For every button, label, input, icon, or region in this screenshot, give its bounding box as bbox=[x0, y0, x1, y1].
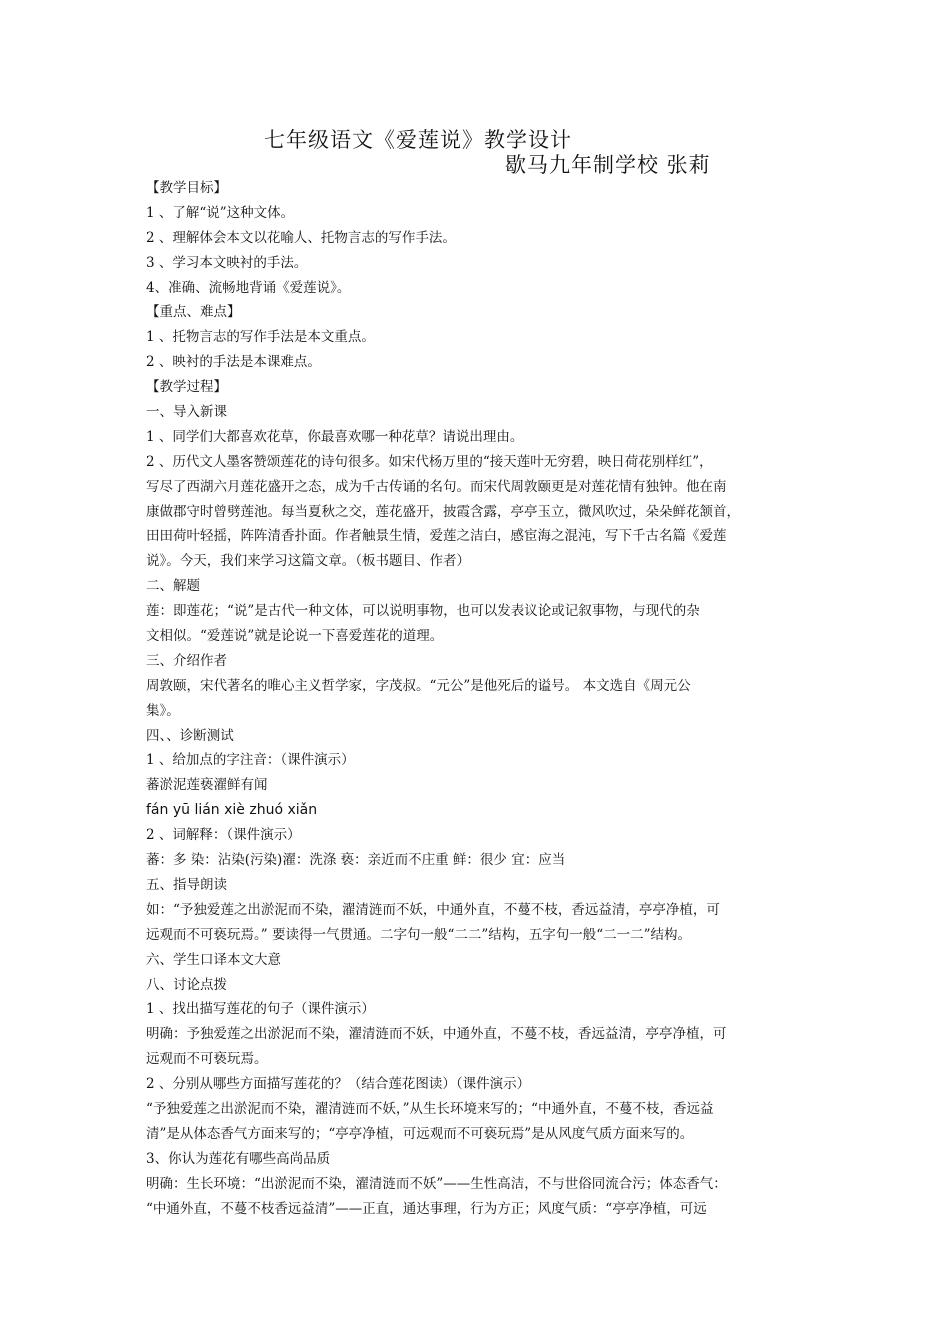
text-line: 明确：予独爱莲之出淤泥而不染，濯清涟而不妖，中通外直，不蔓不枝，香远益清，亭亭净植，可 bbox=[146, 1026, 727, 1043]
text-line: 1 、给加点的字注音：（课件演示） bbox=[146, 752, 355, 769]
text-line: 2 、理解体会本文以花喻人、托物言志的写作手法。 bbox=[146, 229, 456, 246]
text-line: 2 、词解释：（课件演示） bbox=[146, 827, 301, 844]
section-heading-objectives: 【教学目标】 bbox=[146, 180, 227, 196]
text-line: 1 、了解“说”这种文体。 bbox=[146, 204, 295, 221]
document-body bbox=[146, 176, 816, 1221]
subsection-heading: 二、解题 bbox=[146, 578, 200, 595]
text-line: “予独爱莲之出淤泥而不染，濯清涟而不妖，”从生长环境来写的；“中通外直，不蔓不枝，香远益 bbox=[146, 1100, 714, 1117]
text-line: 1 、同学们大都喜欢花草，你最喜欢哪一种花草？请说出理由。 bbox=[146, 428, 524, 445]
text-line: 田田荷叶轻摇，阵阵清香扑面。作者触景生情，爱莲之洁白，感宦海之混沌，写下千古名篇《爱莲 bbox=[146, 528, 727, 545]
text-line: 集》。 bbox=[146, 702, 180, 719]
text-line: 远观而不可亵玩焉。 bbox=[146, 1051, 268, 1068]
subsection-heading: 三、介绍作者 bbox=[146, 652, 227, 669]
subsection-heading: 五、指导朗读 bbox=[146, 876, 227, 893]
text-line: 1 、找出描写莲花的句子（课件演示） bbox=[146, 1001, 375, 1018]
text-line: 蕃淤泥莲亵濯鲜有闻 bbox=[146, 777, 268, 794]
text-line: 文相似。“爱莲说”就是论说一下喜爱莲花的道理。 bbox=[146, 628, 444, 645]
text-line: 远观而不可亵玩焉。” 要读得一气贯通。二字句一般“二二”结构，五字句一般“二一二”结构。 bbox=[146, 926, 692, 943]
subsection-heading: 四、、诊断测试 bbox=[146, 727, 234, 744]
text-line: 3、你认为莲花有哪些高尚品质 bbox=[146, 1150, 331, 1167]
text-line: 写尽了西湖六月莲花盛开之态，成为千古传诵的名句。而宋代周敦颐更是对莲花情有独钟。他在南 bbox=[146, 478, 727, 495]
text-line: 说》。今天，我们来学习这篇文章。（板书题目、作者） bbox=[146, 553, 470, 570]
subsection-heading: 六、学生口译本文大意 bbox=[146, 951, 281, 968]
text-line: 清”是从体态香气方面来写的；“亭亭净植，可远观而不可亵玩焉”是从风度气质方面来写的。 bbox=[146, 1125, 694, 1142]
text-line: 蕃：多 染：沾染(污染)濯：洗涤 亵：亲近而不庄重 鲜：很少 宜：应当 bbox=[146, 852, 566, 869]
document-author-line: 歇马九年制学校 张莉 bbox=[505, 153, 711, 177]
text-line: 周敦颐，宋代著名的唯心主义哲学家，字茂叔。“元公”是他死后的谥号。 本文选自《周元公 bbox=[146, 677, 691, 694]
document-title: 七年级语文《爱莲说》教学设计 bbox=[264, 128, 572, 152]
text-line: 2 、历代文人墨客赞颂莲花的诗句很多。如宋代杨万里的“接天莲叶无穷碧，映日荷花别样红”， bbox=[146, 453, 713, 470]
text-line: 1 、托物言志的写作手法是本文重点。 bbox=[146, 329, 375, 346]
section-heading-process: 【教学过程】 bbox=[146, 379, 227, 396]
subsection-heading: 一、导入新课 bbox=[146, 404, 227, 421]
section-heading-key-points: 【重点、难点】 bbox=[146, 304, 241, 321]
pinyin-line: fán yū lián xiè zhuó xiǎn bbox=[146, 802, 318, 819]
text-line: 康做郡守时曾劈莲池。每当夏秋之交，莲花盛开，披霞含露，亭亭玉立，微风吹过，朵朵鲜花颔首， bbox=[146, 503, 740, 520]
text-line: 2 、映衬的手法是本课难点。 bbox=[146, 354, 321, 371]
text-line: 4、准确、流畅地背诵《爱莲说》。 bbox=[146, 279, 351, 296]
text-line: “中通外直，不蔓不枝香远益清”——正直，通达事理，行为方正；风度气质：“亭亭净植，可远 bbox=[146, 1200, 707, 1217]
text-line: 3 、学习本文映衬的手法。 bbox=[146, 254, 308, 271]
text-line: 2 、分别从哪些方面描写莲花的？（结合莲花图读）（课件演示） bbox=[146, 1076, 531, 1093]
text-line: 莲：即莲花；“说”是古代一种文体，可以说明事物，也可以发表议论或记叙事物，与现代的杂 bbox=[146, 603, 700, 620]
subsection-heading: 八、讨论点拨 bbox=[146, 976, 227, 993]
text-line: 明确：生长环境：“出淤泥而不染，濯清涟而不妖”——生性高洁，不与世俗同流合污；体态香气： bbox=[146, 1175, 727, 1192]
text-line: 如：“予独爱莲之出淤泥而不染，濯清涟而不妖，中通外直，不蔓不枝，香远益清，亭亭净植，可 bbox=[146, 901, 720, 918]
